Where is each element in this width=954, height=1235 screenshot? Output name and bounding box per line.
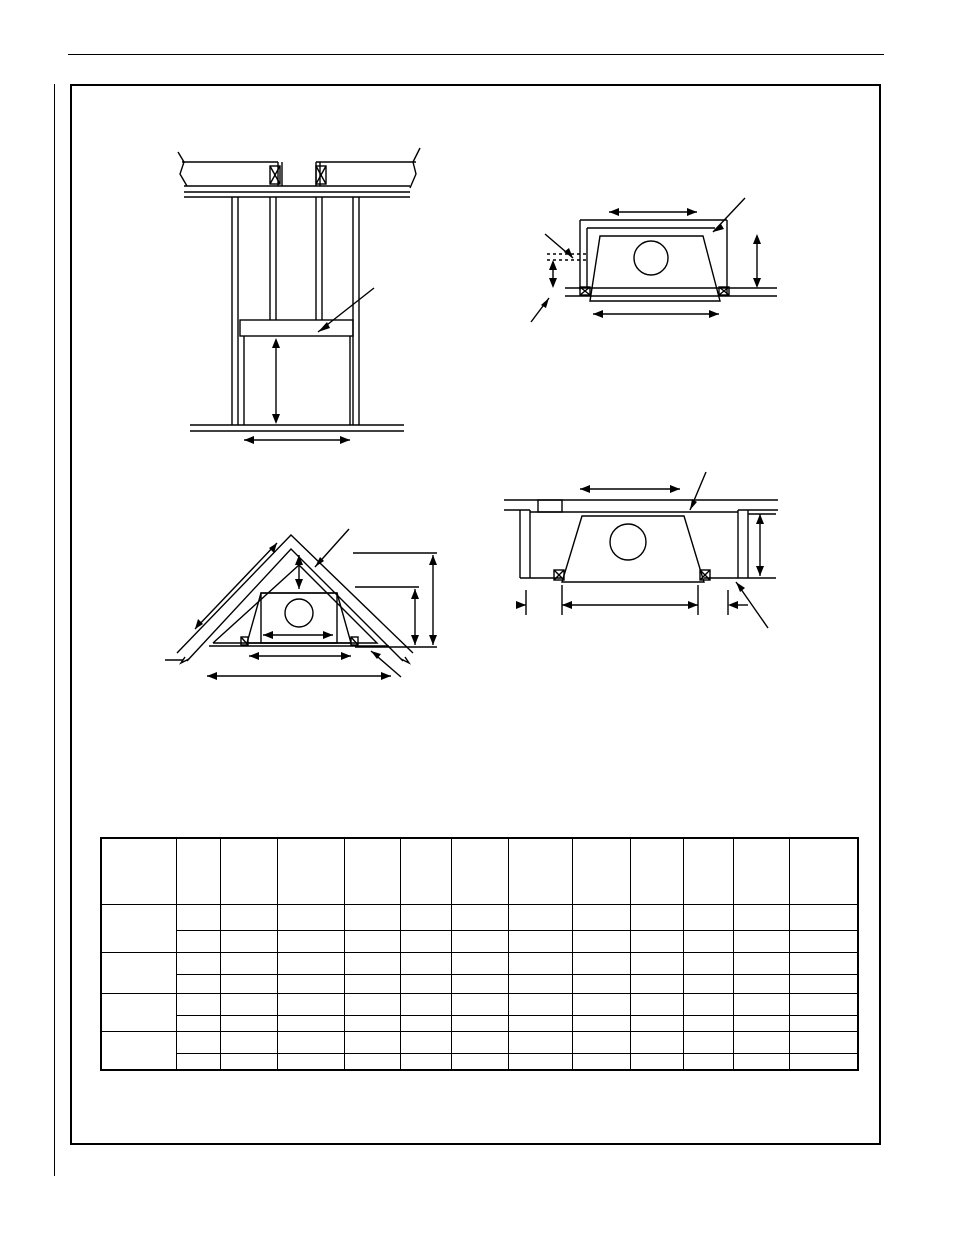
table-cell [277,1015,344,1031]
table-cell [630,904,683,930]
table-cell [400,1015,451,1031]
table-cell [572,993,630,1015]
table-cell [733,993,789,1015]
table-cell [789,904,858,930]
table-row [101,993,858,1015]
table-cell [277,952,344,974]
table-cell [176,904,220,930]
header-cell [277,838,344,904]
table-cell [683,993,733,1015]
table-cell [176,1015,220,1031]
table-cell [344,930,400,952]
table-cell [176,952,220,974]
table-cell [277,993,344,1015]
table-cell [451,974,508,993]
flat-wall-diagram [525,190,785,340]
table-cell [277,1031,344,1053]
header-cell [451,838,508,904]
table-cell [508,974,572,993]
header-cell [101,838,176,904]
model-cell [101,904,176,952]
table-cell [508,993,572,1015]
table-row [101,974,858,993]
table-cell [683,952,733,974]
table-cell [451,1015,508,1031]
table-cell [789,952,858,974]
table-cell [220,974,277,993]
framing-diagram [170,140,440,460]
table-cell [220,1031,277,1053]
margin-rule [54,84,55,1176]
table-cell [220,1015,277,1031]
table-row [101,1031,858,1053]
table-cell [176,1053,220,1070]
table-cell [508,1031,572,1053]
table-cell [451,904,508,930]
table-cell [572,904,630,930]
table-cell [344,993,400,1015]
header-cell [572,838,630,904]
header-cell [176,838,220,904]
table-cell [344,1053,400,1070]
table-cell [630,952,683,974]
table-cell [451,1031,508,1053]
table-cell [451,930,508,952]
table-cell [344,1015,400,1031]
table-cell [176,1031,220,1053]
table-cell [176,930,220,952]
table-cell [789,1015,858,1031]
table-cell [733,1053,789,1070]
table-cell [733,1031,789,1053]
table-cell [733,974,789,993]
table-cell [277,974,344,993]
table-cell [508,904,572,930]
table-cell [572,974,630,993]
table-cell [572,1015,630,1031]
table-cell [683,1031,733,1053]
table-cell [572,1053,630,1070]
corner-diagram [165,525,445,690]
model-cell [101,952,176,993]
table-cell [683,904,733,930]
table-cell [733,1015,789,1031]
header-cell [344,838,400,904]
table-cell [451,993,508,1015]
header-cell [220,838,277,904]
table-cell [508,952,572,974]
table-cell [789,993,858,1015]
table-cell [451,952,508,974]
model-cell [101,993,176,1031]
table-cell [277,904,344,930]
table-cell [508,1053,572,1070]
table-cell [572,952,630,974]
header-cell [789,838,858,904]
header-cell [400,838,451,904]
table-cell [344,952,400,974]
table-cell [400,952,451,974]
table-cell [733,952,789,974]
table-cell [572,1031,630,1053]
table-cell [344,1031,400,1053]
table-cell [400,993,451,1015]
table-cell [683,930,733,952]
table-cell [400,1031,451,1053]
table-cell [630,1053,683,1070]
table-cell [733,904,789,930]
table-cell [344,904,400,930]
table-row [101,930,858,952]
table-cell [630,1031,683,1053]
table-cell [400,930,451,952]
table-cell [508,930,572,952]
table-header-row [101,838,858,904]
table-row [101,952,858,974]
table-cell [344,974,400,993]
model-cell [101,1031,176,1070]
table-row [101,904,858,930]
table-cell [400,974,451,993]
table-cell [176,993,220,1015]
table-cell [630,993,683,1015]
table-cell [683,1053,733,1070]
header-cell [683,838,733,904]
dimension-table [100,837,859,1071]
table-cell [630,1015,683,1031]
table-cell [789,1031,858,1053]
table-cell [733,930,789,952]
table-row [101,1015,858,1031]
table-row [101,1053,858,1070]
table-cell [220,952,277,974]
header-cell [508,838,572,904]
table-cell [400,904,451,930]
table-cell [220,1053,277,1070]
table-cell [789,1053,858,1070]
recessed-diagram [500,470,790,635]
table-cell [176,974,220,993]
table-cell [789,930,858,952]
table-cell [400,1053,451,1070]
table-cell [508,1015,572,1031]
header-rule [68,54,884,55]
table-cell [220,993,277,1015]
table-cell [572,930,630,952]
table-cell [220,904,277,930]
table-cell [683,974,733,993]
table-cell [277,1053,344,1070]
table-cell [451,1053,508,1070]
table-cell [683,1015,733,1031]
table-cell [220,930,277,952]
table-cell [277,930,344,952]
header-cell [630,838,683,904]
table-cell [630,930,683,952]
table-cell [630,974,683,993]
table-cell [789,974,858,993]
header-cell [733,838,789,904]
